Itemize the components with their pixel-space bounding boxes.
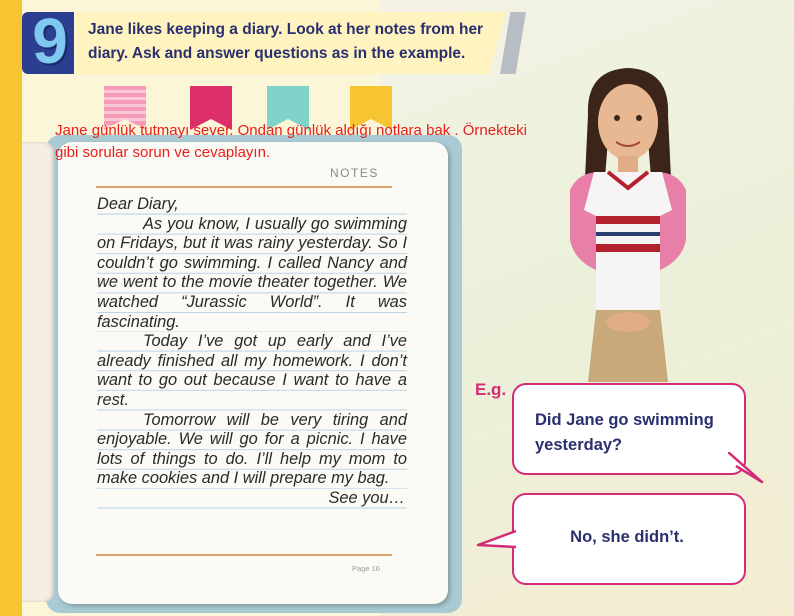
instruction-text: Jane likes keeping a diary. Look at her notes from her diary. Ask and answer questions as in the example. [88,21,484,62]
notes-footer-rule [96,554,392,556]
shirt [584,172,672,310]
notebook-left-page [22,142,54,602]
eye-right [636,115,642,121]
diary-paragraph-1: As you know, I usually go swimming on Fridays, but it was rainy yesterday. So I couldn’t go swimming. I called Nancy and we went to the movie theater together. We watched “Jurassic World”. It was fascinating. [97,214,407,331]
shirt-stripe-1 [596,216,660,224]
example-question: Did Jane go swimming yesterday? [535,411,714,454]
shirt-stripe-2 [596,232,660,236]
page-number: Page 16 [352,564,380,573]
translation-text: Jane günlük tutmayı sever. Ondan günlük aldığı notlara bak . Örnekteki gibi sorular sorun ve cevaplayın. [55,122,527,161]
face [598,84,658,160]
notes-heading: NOTES [330,166,379,180]
example-answer: No, she didn’t. [570,528,684,546]
diary-greeting: Dear Diary, [97,195,407,215]
example-label: E.g. [475,380,507,399]
shirt-stripe-3 [596,244,660,252]
notes-heading-rule [96,186,392,188]
diary-paragraph-3: Tomorrow will be very tiring and enjoyable. We will go for a picnic. I have lots of things to do. I’ll help my mom to make cookies and I will prepare my bag. [97,410,407,488]
diary-paragraph-2: Today I’ve got up early and I’ve already finished all my homework. I don’t want to go out because I want to have a rest. [97,332,407,409]
exercise-number: 9 [32,5,68,77]
neck [618,156,638,174]
answer-bubble-tail [476,525,516,555]
hands [606,312,650,332]
diary-signoff: See you… [97,489,407,509]
diary-entry [97,195,407,509]
eye-left [614,115,620,121]
girl-illustration [548,60,708,390]
